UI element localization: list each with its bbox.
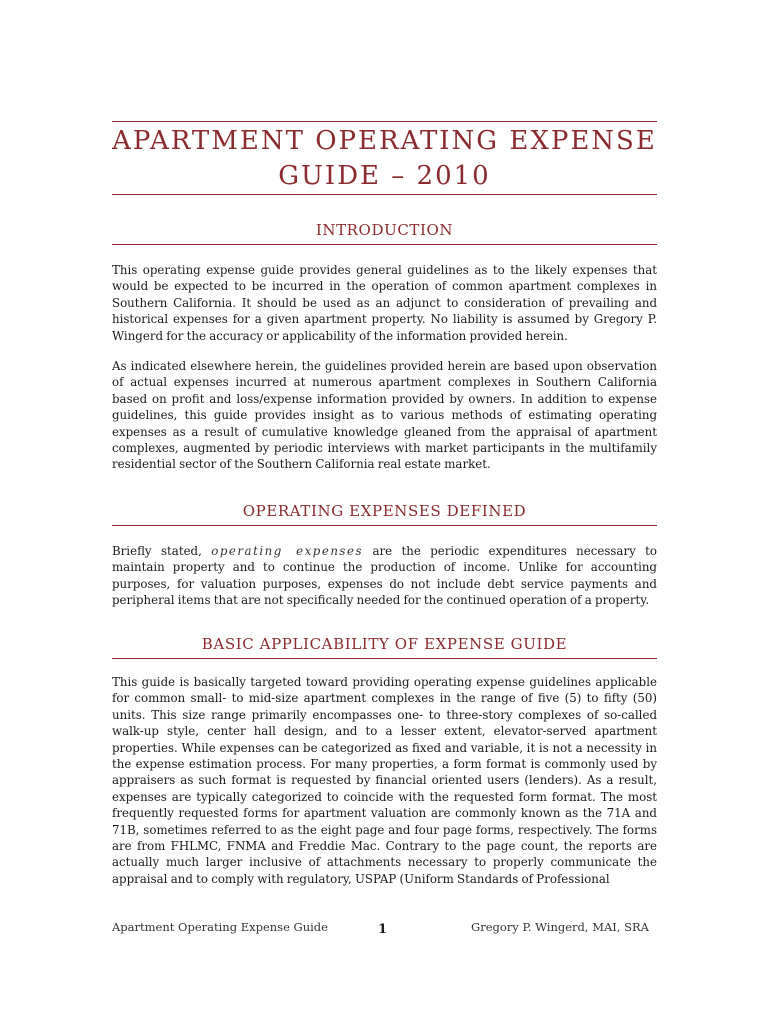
footer-document-name: Apartment Operating Expense Guide xyxy=(112,920,328,934)
section-rule-introduction xyxy=(112,244,657,245)
intro-paragraph-2: As indicated elsewhere herein, the guidelines provided herein are based upon observation of actual expenses incurred at numerous apartment complexes in Southern California based on profit and loss/expense information provided by owners. In addition to expense guidelines, this guide provides insight as to various methods of estimating operating expenses as a result of cumulative knowledge gleaned from the appraisal of apartment complexes, augmented by periodic interviews with market participants in the multifamily residential sector of the Southern California real estate market. xyxy=(112,359,657,472)
section-heading-operating-expenses-defined: OPERATING EXPENSES DEFINED xyxy=(242,502,527,520)
title-top-rule xyxy=(112,121,657,122)
applicability-paragraph: This guide is basically targeted toward providing operating expense guidelines applicable for common small- to mid-size apartment complexes in the range of five (5) to fifty (50) units. This size range primarily encompasses one- to three-story complexes of so-called walk-up style, center hall design, and to a lesser extent, elevator-served apartment properties. While expenses can be categorized as fixed and variable, it is not a necessity in the expense estimation process. For many properties, a form format is commonly used by appraisers as such format is requested by financial oriented users (lenders). As a result, expenses are typically categorized to coincide with the requested form format. The most frequently requested forms for apartment valuation are commonly known as the 71A and 71B, sometimes referred to as the eight page and four page forms, respectively. The forms are from FHLMC, FNMA and Freddie Mac. Contrary to the page count, the reports are actually much larger inclusive of attachments necessary to properly communicate the appraisal and to comply with regulatory, USPAP (Uniform Standards of Professional xyxy=(112,675,657,886)
section-rule-basic-applicability xyxy=(112,658,657,659)
intro-paragraph-1: This operating expense guide provides general guidelines as to the likely expenses that would be expected to be incurred in the operation of common apartment complexes in Southern California. It should be used as an adjunct to consideration of prevailing and historical expenses for a given apartment property. No liability is assumed by Gregory P. Wingerd for the accuracy or applicability of the information provided herein. xyxy=(112,263,657,343)
title-bottom-rule xyxy=(112,194,657,195)
section-heading-basic-applicability: BASIC APPLICABILITY OF EXPENSE GUIDE xyxy=(201,635,568,653)
definition-lead: Briefly stated, xyxy=(112,544,202,558)
definition-term: operating expenses xyxy=(211,544,364,558)
section-heading-introduction: INTRODUCTION xyxy=(315,221,454,239)
document-title: APARTMENT OPERATING EXPENSE GUIDE – 2010 xyxy=(112,126,657,191)
section-rule-operating-expenses-defined xyxy=(112,525,657,526)
footer-author: Gregory P. Wingerd, MAI, SRA xyxy=(471,920,649,934)
definition-body: are the periodic expenditures necessary to maintain property and to continue the production of income. Unlike for accounting purposes, for valuation purposes, expenses do not include debt service payments and peripheral items that are not specifically needed for the continued operation of a property. xyxy=(112,544,658,608)
footer-page-number: 1 xyxy=(378,922,388,937)
definition-paragraph xyxy=(112,543,657,609)
